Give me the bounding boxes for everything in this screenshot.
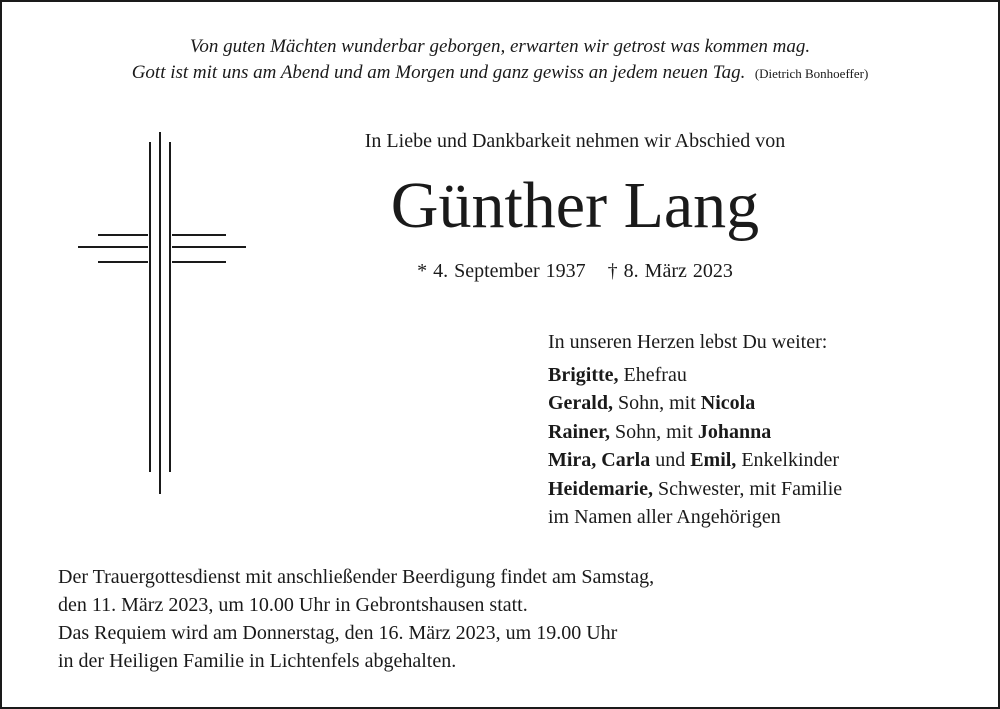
mourner-relation: Sohn, mit	[613, 392, 701, 414]
service-line: den 11. März 2023, um 10.00 Uhr in Gebrontshausen statt.	[58, 594, 528, 616]
service-info	[58, 563, 958, 675]
mourner-connector: und	[650, 449, 691, 471]
service-line: Der Trauergottesdienst mit anschließender Beerdigung findet am Samstag,	[58, 566, 655, 588]
mourner-line	[548, 446, 968, 475]
quote-source: (Dietrich Bonhoeffer)	[754, 66, 869, 81]
service-line: Das Requiem wird am Donnerstag, den 16. März 2023, um 19.00 Uhr	[58, 622, 618, 644]
mourners-list	[548, 328, 968, 532]
mourners-heading: In unseren Herzen lebst Du weiter:	[548, 331, 828, 353]
mourner-name: Rainer,	[548, 420, 611, 443]
mourners-closing: im Namen aller Angehörigen	[548, 506, 781, 528]
mourner-name: Heidemarie,	[548, 477, 653, 500]
mourner-relation: Schwester, mit Familie	[652, 477, 843, 500]
mourner-line	[548, 418, 968, 447]
service-line: in der Heiligen Familie in Lichtenfels abgehalten.	[58, 650, 457, 672]
mourner-line	[548, 361, 968, 390]
mourner-name-2: Emil,	[690, 449, 737, 471]
mourner-relation: Enkelkinder	[736, 449, 840, 471]
mourner-name: Gerald,	[548, 392, 613, 414]
mourner-relation: Ehefrau	[618, 363, 687, 386]
death-date: † 8. März 2023	[607, 260, 733, 282]
mourner-line	[548, 389, 968, 418]
life-dates	[290, 260, 860, 283]
mourner-partner-name: Johanna	[697, 420, 772, 443]
mourner-name: Brigitte,	[548, 363, 619, 386]
quote-block	[0, 34, 1000, 87]
mourner-relation: Sohn, mit	[610, 420, 698, 443]
quote-line-2	[0, 60, 1000, 87]
mourner-line	[548, 475, 968, 504]
deceased-name: Günther Lang	[390, 169, 760, 242]
intro-text: In Liebe und Dankbarkeit nehmen wir Abschied von	[364, 130, 786, 152]
mourner-name: Mira, Carla	[548, 449, 651, 471]
quote-line-2-text: Gott ist mit uns am Abend und am Morgen und ganz gewiss an jedem neuen Tag.	[131, 62, 746, 83]
cross-icon	[76, 132, 250, 494]
birth-date: * 4. September 1937	[417, 260, 586, 282]
quote-line-1: Von guten Mächten wunderbar geborgen, erwarten wir getrost was kommen mag.	[189, 36, 811, 57]
mourner-partner-name: Nicola	[700, 392, 756, 414]
